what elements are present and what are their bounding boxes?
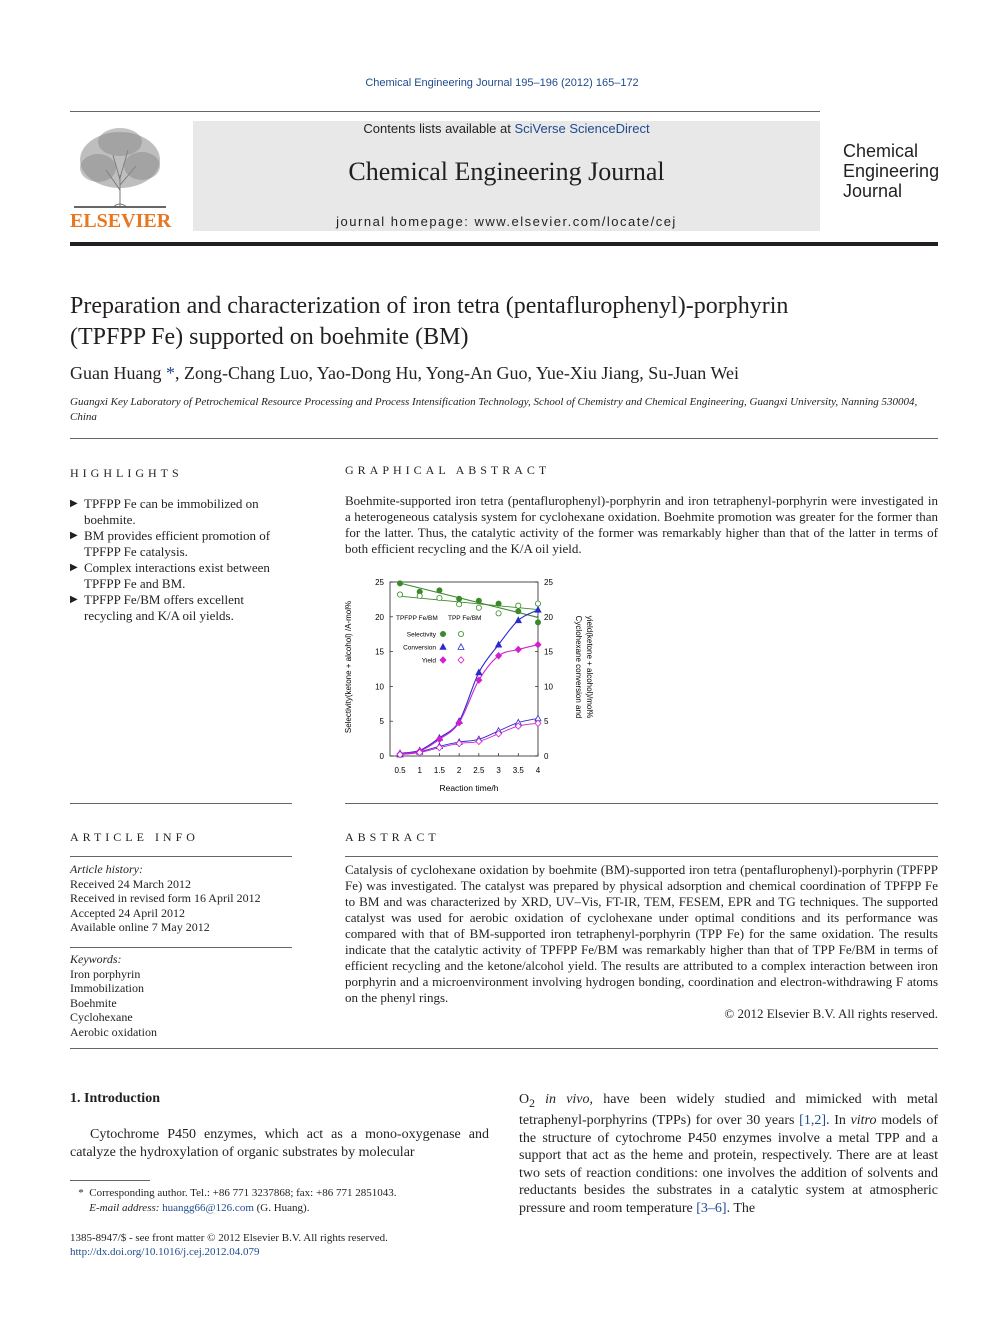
rule (70, 438, 938, 439)
y-tick-label-left: 20 (375, 612, 384, 622)
diamond-marker (440, 657, 446, 663)
header-thick-rule (70, 242, 938, 246)
triangle-bullet-icon: ▶ (70, 498, 78, 509)
circle-marker (457, 602, 462, 607)
y-tick-label-left: 5 (379, 717, 384, 727)
article-title: Preparation and characterization of iron tetra (pentaflurophenyl)-porphyrin (TPFPP Fe) supported on boehmite (BM) (70, 293, 789, 350)
legend-label: Conversion (403, 644, 436, 652)
circle-marker (535, 601, 540, 606)
y-tick-label-right: 25 (544, 578, 553, 587)
rule (70, 803, 292, 804)
legend-label: Selectivity (406, 631, 436, 639)
sciencedirect-link[interactable]: SciVerse ScienceDirect (514, 121, 650, 136)
y-tick-label-left: 25 (375, 578, 384, 587)
keyword: Boehmite (70, 995, 117, 1010)
journal-name: Chemical Engineering Journal (348, 157, 665, 186)
graphical-abstract-heading: GRAPHICAL ABSTRACT (345, 463, 551, 477)
triangle-marker (476, 669, 482, 675)
y-tick-label-left: 15 (375, 647, 384, 657)
y-tick-label-right: 0 (544, 752, 549, 761)
rule (70, 947, 292, 948)
keyword: Immobilization (70, 981, 144, 995)
email-link[interactable]: huangg66@126.com (162, 1202, 254, 1214)
x-tick-label: 3.5 (512, 766, 524, 775)
y-tick-label-right: 5 (544, 717, 549, 727)
y-tick-label-right: 10 (544, 682, 553, 692)
y-tick-label-right: 15 (544, 647, 553, 657)
highlights-heading: HIGHLIGHTS (70, 466, 183, 480)
legend-header-tpp: TPP Fe/BM (448, 615, 482, 622)
keyword: Iron porphyrin (70, 966, 141, 981)
circle-marker (440, 631, 445, 636)
section-heading: 1. Introduction (70, 1091, 160, 1106)
rule (70, 1048, 938, 1049)
intro-column-2: $O_2$ in vivo, have been widely studied and mimicked with metal tetraphenyl-porphyrins (TPPs) for over 30 years [1,2]. In vitro models of the structure of cytochrome P450 enzymes involve a metal TPP and a support that act as the heme and protein, respectively. There are at least two sets of reaction conditions: one involves the addition of solvents and reductants besides the substrates in a catalytic system at atmospheric pressure and room temperature [3–6]. The (519, 1092, 939, 1216)
y-tick-label-right: 20 (544, 612, 553, 622)
list-item: ▶ TPFPP Fe/BM offers excellent recycling and K/A oil yields. (70, 592, 244, 623)
doi-link[interactable]: http://dx.doi.org/10.1016/j.cej.2012.04.079 (70, 1246, 260, 1258)
y-axis-label-right-line1: Cyclohexane conversion and (574, 615, 583, 719)
circle-marker (437, 588, 442, 593)
diamond-marker (535, 641, 541, 647)
history-item: Received in revised form 16 April 2012 (70, 891, 261, 905)
journal-cover-title: Chemical Engineering Journal (843, 141, 940, 201)
list-item: ▶ TPFPP Fe can be immobilized on boehmite. (70, 496, 259, 527)
contents-line: Contents lists available at SciVerse ScienceDirect (363, 121, 650, 136)
abstract-text: Catalysis of cyclohexane oxidation by boehmite (BM)-supported iron tetra (pentaflurophenyl)-porphyrin (TPFPP Fe) was investigated. The catalyst was prepared by physical adsorption and chemical coordination of TPFPP Fe to BM and was characterized by XRD, UV–Vis, FT-IR, TEM, FESEM, EPR and TG techniques. The supported catalyst was used for aerobic oxidation of cyclohexane under optimal conditions and its performance was compared with that of BM-supported iron tetraphenyl-porphyrin (TPP Fe) for the same oxidation. The results indicate that the catalytic activity of TPFPP Fe/BM was remarkably higher than that of TPP Fe/BM in terms of efficient recycling and the ketone/alcohol yield. The results are attributed to a complex interaction between iron porphyrin and a microenvironment involving hydrogen bonding, coordination and electron-withdrawing F atoms on the phenyl rings. (345, 862, 938, 1005)
reference-link[interactable]: [1,2] (799, 1113, 826, 1129)
history-item: Received 24 March 2012 (70, 876, 191, 891)
circle-marker (476, 605, 481, 610)
journal-reference[interactable]: Chemical Engineering Journal 195–196 (2012) 165–172 (365, 77, 639, 89)
circle-marker (397, 581, 402, 586)
triangle-bullet-icon: ▶ (70, 530, 78, 541)
circle-marker (496, 601, 501, 606)
article-history (70, 862, 292, 935)
circle-marker (397, 592, 402, 597)
x-axis-label: Reaction time/h (439, 783, 499, 793)
x-tick-label: 1.5 (433, 766, 445, 775)
rule (345, 856, 938, 857)
circle-marker (535, 620, 540, 625)
circle-marker (516, 603, 521, 608)
author-list: Guan Huang *, Zong-Chang Luo, Yao-Dong Hu, Yong-An Guo, Yue-Xiu Jiang, Su-Juan Wei (70, 363, 740, 383)
keyword: Aerobic oxidation (70, 1024, 157, 1039)
y-axis-label-right-line2: yield(ketone + alcohol)/mol% (585, 615, 594, 719)
circle-marker (458, 631, 463, 636)
history-item: Available online 7 May 2012 (70, 920, 210, 934)
y-tick-label-left: 0 (379, 752, 384, 761)
journal-homepage[interactable]: journal homepage: www.elsevier.com/locate/cej (336, 214, 677, 229)
abstract-heading: ABSTRACT (345, 830, 440, 844)
highlights-list (70, 496, 292, 624)
diamond-marker (458, 657, 464, 663)
list-item: ▶ Complex interactions exist between TPFPP Fe and BM. (70, 560, 270, 591)
circle-marker (417, 593, 422, 598)
keywords-label: Keywords: (70, 952, 122, 966)
x-tick-label: 1 (417, 766, 422, 775)
x-tick-label: 2 (456, 766, 462, 775)
triangle-marker (458, 644, 464, 650)
corresponding-star[interactable]: * (165, 363, 175, 383)
circle-marker (516, 609, 521, 614)
rule (70, 856, 292, 857)
history-label: Article history: (70, 862, 143, 876)
x-tick-label: 4 (535, 766, 541, 775)
y-axis-label-left: Selectivity(ketone + alcohol) /A-mol% (344, 600, 353, 734)
reference-link[interactable]: [3–6] (696, 1200, 727, 1216)
circle-marker (457, 596, 462, 601)
top-rule (70, 111, 820, 112)
list-item: ▶ BM provides efficient promotion of TPFPP Fe catalysis. (70, 528, 271, 559)
article-info-heading: ARTICLE INFO (70, 830, 199, 844)
diamond-marker (456, 740, 462, 746)
intro-paragraph: Cytochrome P450 enzymes, which act as a mono-oxygenase and catalyze the hydroxylation of organic substrates by molecular (70, 1127, 489, 1160)
diamond-marker (515, 646, 521, 652)
y-tick-label-left: 10 (375, 682, 384, 692)
circle-marker (496, 611, 501, 616)
x-tick-label: 0.5 (394, 766, 406, 775)
footnote-rule (70, 1180, 150, 1181)
circle-marker (437, 595, 442, 600)
history-item: Accepted 24 April 2012 (70, 905, 185, 920)
x-tick-label: 2.5 (473, 766, 485, 775)
issn-line: 1385-8947/$ - see front matter © 2012 Elsevier B.V. All rights reserved. http://dx.doi.org/10.1016/j.cej.2012.04.079 (70, 1231, 489, 1259)
elsevier-wordmark: ELSEVIER (70, 210, 172, 232)
graphical-abstract-chart (340, 570, 602, 800)
circle-marker (476, 598, 481, 603)
triangle-bullet-icon: ▶ (70, 594, 78, 605)
footnote: * Corresponding author. Tel.: +86 771 3237868; fax: +86 771 2851043. E-mail address: huangg66@126.com (G. Huang). (78, 1187, 397, 1214)
triangle-marker (515, 617, 521, 623)
keyword: Cyclohexane (70, 1010, 133, 1024)
abstract-copyright: © 2012 Elsevier B.V. All rights reserved. (724, 1006, 938, 1021)
x-tick-label: 3 (496, 766, 501, 775)
graphical-abstract-text: Boehmite-supported iron tetra (pentaflurophenyl)-porphyrin and iron tetraphenyl-porphyrin were investigated in a heterogeneous catalysis system for cyclohexane oxidation. Boehmite promotion was greater for the former than for the latter. Thus, the catalytic activity of the former was remarkably higher than that of the latter in terms of both efficient recycling and the K/A oil yield. (345, 493, 938, 556)
legend-label: Yield (421, 657, 436, 665)
diamond-marker (476, 738, 482, 744)
triangle-marker (440, 644, 446, 650)
keywords (70, 952, 292, 1039)
series-line (400, 645, 538, 754)
plot-frame (390, 582, 538, 756)
rule (345, 803, 938, 804)
legend-header-tpfpp: TPFPP Fe/BM (396, 615, 438, 622)
affiliation: Guangxi Key Laboratory of Petrochemical Resource Processing and Process Intensification Technology, School of Chemistry and Chemical Engineering, Guangxi University, Nanning 530004, China (70, 396, 918, 423)
triangle-bullet-icon: ▶ (70, 562, 78, 573)
